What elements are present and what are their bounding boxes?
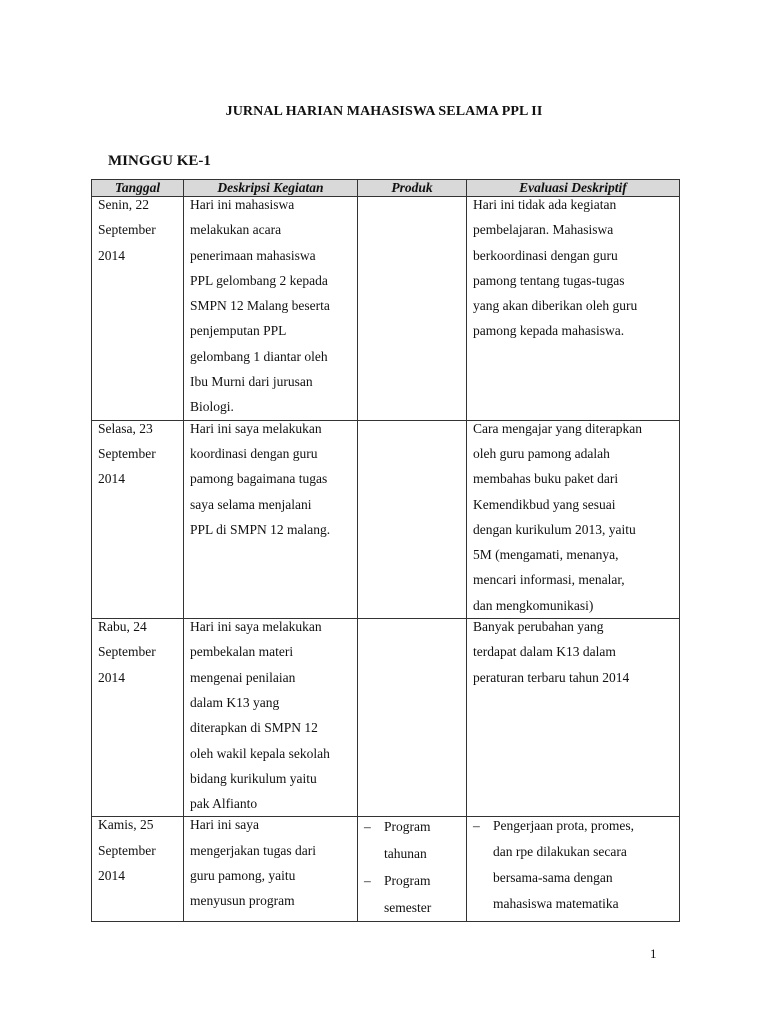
date-line: Selasa, 23 [98,420,153,436]
dash-bullet: – [364,819,371,835]
date-cell [92,817,184,922]
evaluation-line: mahasiswa matematika [493,896,619,912]
product-cell [358,197,467,421]
description-line: pamong bagaimana tugas [190,471,328,487]
list-item [473,817,675,918]
evaluation-line: Kemendikbud yang sesuai [473,496,616,512]
page-number: 1 [650,946,657,961]
evaluation-line: Banyak perubahan yang [473,619,604,635]
dash-bullet: – [473,818,480,834]
evaluation-cell [467,817,680,922]
description-line: menyusun program [190,893,295,909]
evaluation-line: 5M (mengamati, menanya, [473,547,619,563]
description-line: Hari ini mahasiswa [190,197,295,212]
description-line: pak Alfianto [190,796,258,812]
date-cell [92,197,184,421]
list-item [364,817,462,868]
page-title: JURNAL HARIAN MAHASISWA SELAMA PPL II [225,104,543,119]
description-line: gelombang 1 diantar oleh [190,348,328,364]
list-item [364,867,462,921]
date-line: 2014 [98,247,125,263]
table-row [92,619,680,817]
evaluation-line: bersama-sama dengan [493,870,613,886]
date-line: Senin, 22 [98,197,150,212]
description-cell [184,817,358,922]
evaluation-line: pembelajaran. Mahasiswa [473,222,614,238]
description-line: koordinasi dengan guru [190,445,318,461]
evaluation-line: dan mengkomunikasi) [473,597,594,613]
description-line: pembekalan materi [190,644,294,660]
dash-bullet: – [364,873,371,889]
description-line: Biologi. [190,399,234,415]
evaluation-line: yang akan diberikan oleh guru [473,298,638,314]
description-line: melakukan acara [190,222,282,238]
evaluation-line: berkoordinasi dengan guru [473,247,618,263]
evaluation-cell [467,420,680,618]
date-line: September [98,445,156,461]
product-line: tahunan [384,846,427,862]
date-cell [92,420,184,618]
evaluation-line: oleh guru pamong adalah [473,445,610,461]
date-line: 2014 [98,868,125,884]
date-line: 2014 [98,471,125,487]
description-line: penerimaan mahasiswa [190,247,316,263]
evaluation-cell [467,197,680,421]
week-heading: MINGGU KE-1 [108,153,211,169]
product-cell [358,619,467,817]
description-line: bidang kurikulum yaitu [190,770,317,786]
evaluation-line: membahas buku paket dari [473,471,619,487]
table-row [92,817,680,922]
product-cell [358,817,467,922]
description-line: saya selama menjalani [190,496,312,512]
evaluation-line: pamong tentang tugas-tugas [473,272,625,288]
description-line: mengenai penilaian [190,669,296,685]
evaluation-line: Hari ini tidak ada kegiatan [473,197,617,212]
product-list [364,817,462,922]
header-evaluasi: Evaluasi Deskriptif [467,180,680,197]
journal-table [91,179,680,922]
date-line: September [98,644,156,660]
evaluation-cell [467,619,680,817]
date-line: Kamis, 25 [98,817,154,833]
table-header-row [92,180,680,197]
evaluation-line: Pengerjaan prota, promes, [493,818,634,834]
evaluation-line: mencari informasi, menalar, [473,572,625,588]
evaluation-line: pamong kepada mahasiswa. [473,323,625,339]
evaluation-line: Cara mengajar yang diterapkan [473,420,643,436]
date-line: Rabu, 24 [98,619,147,635]
description-line: PPL di SMPN 12 malang. [190,521,331,537]
date-line: September [98,842,156,858]
product-line: Program [384,819,431,835]
description-line: Ibu Murni dari jurusan [190,374,313,390]
description-cell [184,420,358,618]
header-tanggal: Tanggal [92,180,184,197]
evaluation-line: dengan kurikulum 2013, yaitu [473,521,636,537]
description-line: oleh wakil kepala sekolah [190,745,330,761]
date-line: September [98,222,156,238]
table-row [92,197,680,421]
header-produk: Produk [358,180,467,197]
evaluation-line: terdapat dalam K13 dalam [473,644,616,660]
description-line: Hari ini saya melakukan [190,420,322,436]
header-deskripsi: Deskripsi Kegiatan [184,180,358,197]
evaluation-list [473,817,675,918]
date-line: 2014 [98,669,125,685]
evaluation-line: dan rpe dilakukan secara [493,844,627,860]
description-line: Hari ini saya melakukan [190,619,322,635]
evaluation-line: peraturan terbaru tahun 2014 [473,669,630,685]
product-line: Program [384,873,431,889]
description-line: dalam K13 yang [190,694,280,710]
description-line: Hari ini saya [190,817,259,833]
table-row [92,420,680,618]
description-line: guru pamong, yaitu [190,868,296,884]
description-line: mengerjakan tugas dari [190,842,316,858]
description-line: diterapkan di SMPN 12 [190,720,318,736]
description-cell [184,619,358,817]
description-line: PPL gelombang 2 kepada [190,272,328,288]
date-cell [92,619,184,817]
product-cell [358,420,467,618]
description-cell [184,197,358,421]
description-line: penjemputan PPL [190,323,287,339]
product-line: semester [384,900,432,916]
description-line: SMPN 12 Malang beserta [190,298,330,314]
